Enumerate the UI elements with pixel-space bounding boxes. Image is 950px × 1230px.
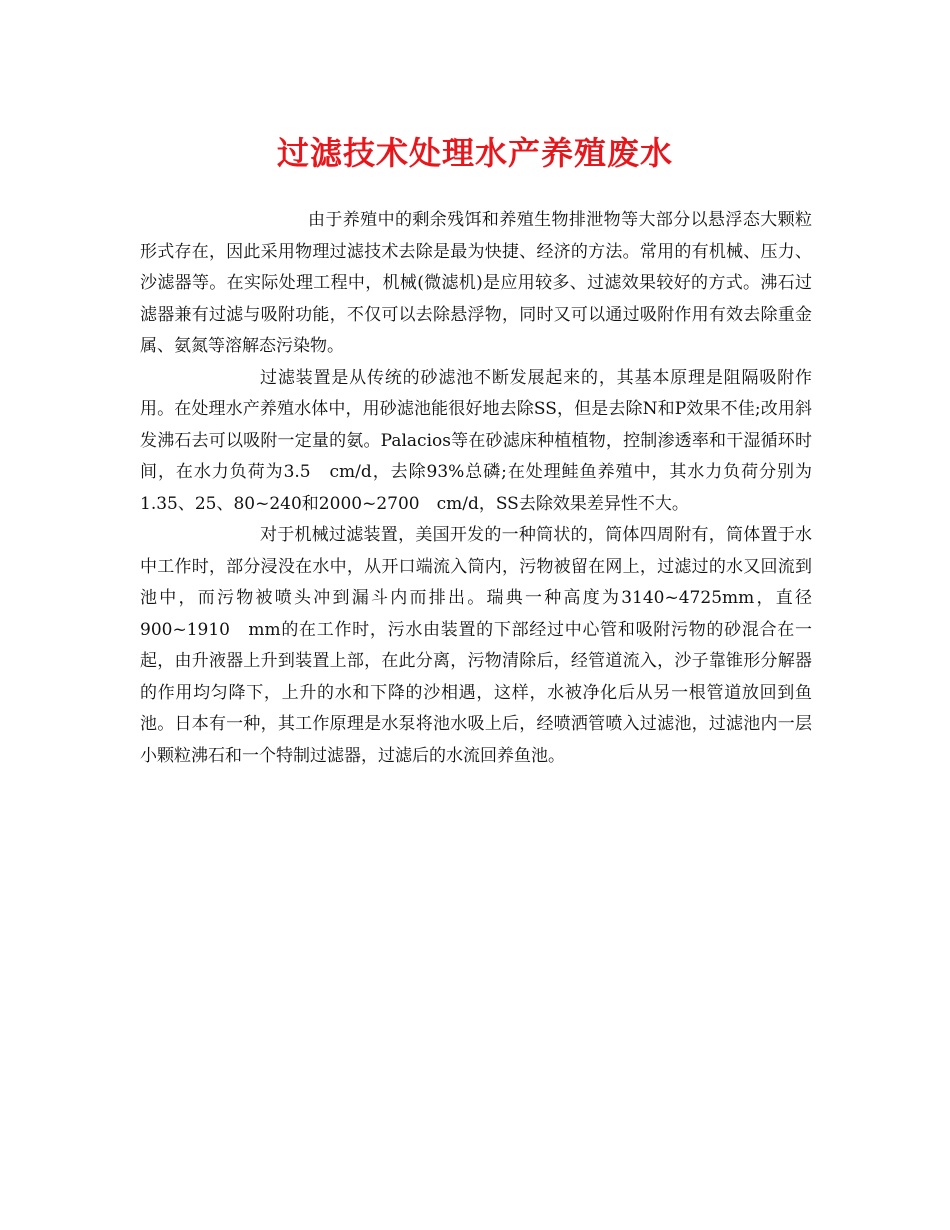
paragraph-3: 对于机械过滤装置，美国开发的一种筒状的，筒体四周附有，筒体置于水中工作时，部分浸没在水中，从开口端流入筒内，污物被留在网上，过滤过的水又回流到池中，而污物被喷头冲到漏斗内而排出。瑞典一种高度为3140~4725mm，直径900~1910 mm的在工作时，污水由装置的下部经过中心管和吸附污物的砂混合在一起，由升液器上升到装置上部，在此分离，污物清除后，经管道流入，沙子靠锥形分解器的作用均匀降下，上升的水和下降的沙相遇，这样，水被净化后从另一根管道放回到鱼池。日本有一种，其工作原理是水泵将池水吸上后，经喷洒管喷入过滤池，过滤池内一层小颗粒沸石和一个特制过滤器，过滤后的水流回养鱼池。 bbox=[140, 525, 812, 766]
paragraph-1: 由于养殖中的剩余残饵和养殖生物排泄物等大部分以悬浮态大颗粒形式存在，因此采用物理过滤技术去除是最为快捷、经济的方法。常用的有机械、压力、沙滤器等。在实际处理工程中，机械(微滤机)是应用较多、过滤效果较好的方式。沸石过滤器兼有过滤与吸附功能，不仅可以去除悬浮物，同时又可以通过吸附作用有效去除重金属、氨氮等溶解态污染物。 bbox=[140, 210, 812, 356]
document-body bbox=[140, 205, 812, 772]
document-title: 过滤技术处理水产养殖废水 bbox=[276, 134, 673, 172]
paragraph-2: 过滤装置是从传统的砂滤池不断发展起来的，其基本原理是阻隔吸附作用。在处理水产养殖水体中，用砂滤池能很好地去除SS，但是去除N和P效果不佳;改用斜发沸石去可以吸附一定量的氨。Palacios等在砂滤床种植植物，控制渗透率和干湿循环时间，在水力负荷为3.5 cm/d，去除93%总磷;在处理鲑鱼养殖中，其水力负荷分别为1.35、25、80~240和2000~2700 cm/d，SS去除效果差异性不大。 bbox=[140, 367, 812, 514]
